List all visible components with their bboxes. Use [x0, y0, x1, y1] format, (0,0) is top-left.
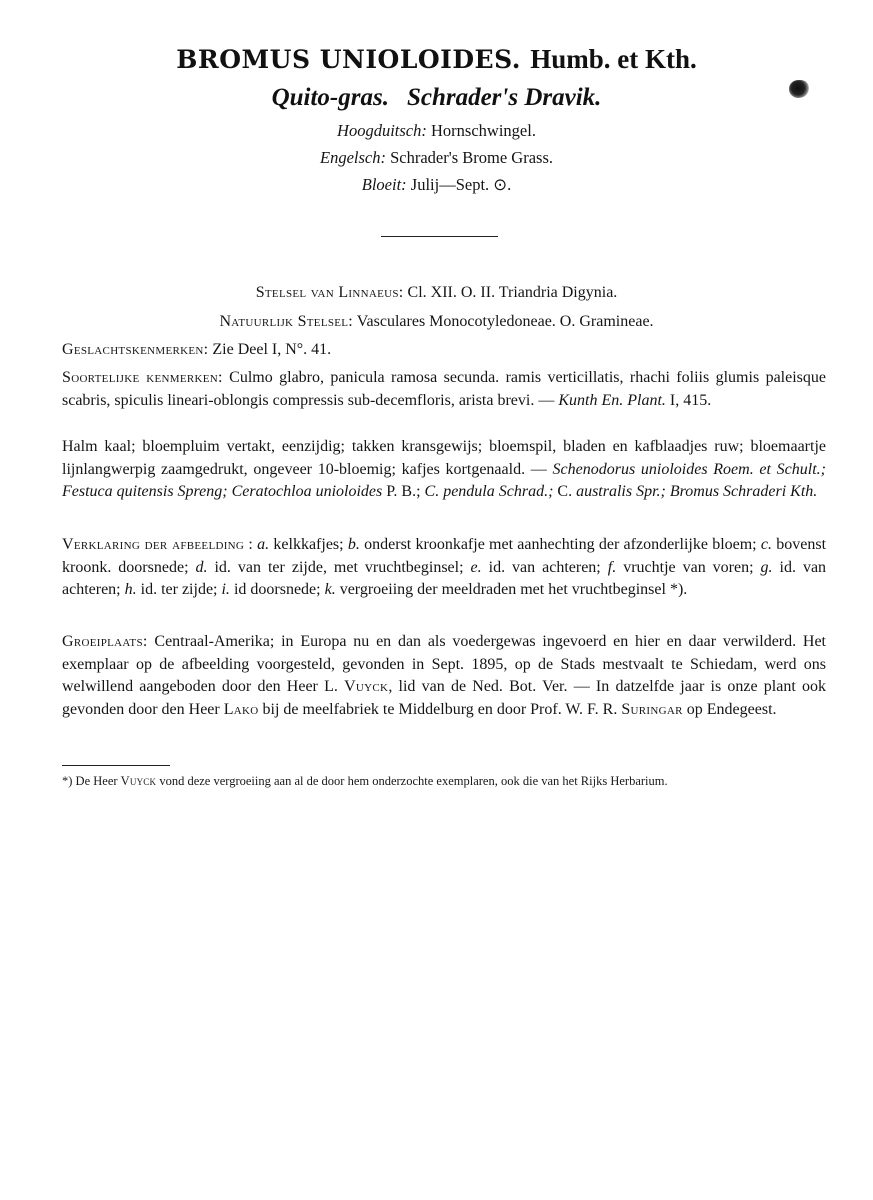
groeiplaats-text: bij de meelfabriek te Middelburg en door Prof. W. F. R. — [262, 700, 618, 718]
soortelijke-reference-page: I, 415. — [665, 391, 712, 409]
figure-letter: k. — [324, 581, 336, 598]
vernacular-name-2: Schrader's Dravik. — [406, 84, 602, 111]
engelsch-label: Engelsch: — [320, 148, 386, 167]
footnote-text: vond deze vergroeiing aan al de door hem onderzochte exemplaren, ook die van het Rijks Herbarium. — [159, 774, 668, 788]
figure-description: kelkkafjes; — [273, 536, 344, 553]
bloeit-value: Julij—Sept. ⊙. — [410, 175, 512, 194]
header-divider — [381, 236, 498, 237]
synonyms-part-3: australis Spr.; Bromus Schraderi Kth. — [576, 483, 818, 500]
species-title — [0, 44, 873, 75]
geslachtskenmerken-paragraph — [62, 339, 826, 362]
description-paragraph — [62, 436, 826, 504]
engelsch-value: Schrader's Brome Grass. — [390, 148, 553, 167]
figure-description: bovenst kroonk. doorsnede; — [62, 536, 827, 576]
engelsch-line — [0, 148, 873, 168]
figure-description: id. van achteren; — [62, 558, 827, 598]
hoogduitsch-line — [0, 121, 873, 141]
species-name: BROMUS UNIOLOIDES. — [176, 45, 521, 74]
synonyms-part-1: Schenodorus unioloides Roem. et Schult.; Festuca quitensis Spreng; Ceratochloa unioloides — [62, 460, 826, 500]
groeiplaats-label: Groeiplaats: — [62, 633, 148, 650]
groeiplaats-paragraph — [62, 631, 826, 721]
figure-letter: g. — [760, 558, 773, 576]
synonyms-part-2: C. pendula Schrad.; — [424, 483, 554, 500]
stelsel-linnaeus-line — [0, 284, 873, 302]
geslachtskenmerken-value: Zie Deel I, N°. 41. — [212, 341, 332, 358]
figure-letter: f. — [607, 558, 617, 576]
verklaring-paragraph: Verklaring der afbeelding : a. kelkkafjes; b. onderst kroonkafje met aanhechting der afzonderlijke bloem; c. bovenst kroonk. doorsnede; d. id. van ter zijde, met vruchtbeginsel; e. id. van achteren; f. vruchtje van voren; g. id. van achteren; h. id. ter zijde; i. id doorsnede; k. vergroeiing der meeldraden met het vruchtbeginsel *). — [62, 536, 827, 598]
figure-description: vergroeiing der meeldraden met het vruchtbeginsel *). — [339, 581, 688, 598]
stelsel-linnaeus-label: Stelsel van Linnaeus: — [255, 284, 404, 301]
person-name-lako: Lako — [223, 700, 259, 718]
soortelijke-reference: Kunth En. Plant. — [558, 391, 666, 409]
figure-letter: c. — [760, 536, 773, 553]
footnote — [62, 774, 832, 789]
figure-letter: h. — [124, 581, 137, 598]
footnote-person-name: Vuyck — [120, 774, 157, 788]
figure-description: onderst kroonkafje met aanhechting der afzonderlijke bloem; — [364, 536, 757, 553]
figure-description: id. ter zijde; — [140, 581, 218, 598]
figure-letter: e. — [470, 558, 482, 576]
footnote-marker: *) — [62, 774, 73, 788]
figure-description: id. van achteren; — [488, 558, 601, 576]
stelsel-natuurlijk-value: Vasculares Monocotyledoneae. O. Gramineae. — [356, 313, 654, 330]
vernacular-name-1: Quito-gras. — [271, 84, 389, 111]
figure-description: id doorsnede; — [233, 581, 321, 598]
synonyms-tail-2: C. — [553, 483, 577, 500]
person-name-suringar: Suringar — [621, 700, 683, 718]
species-authority: Humb. et Kth. — [530, 44, 697, 74]
figure-letter: b. — [347, 536, 360, 553]
figure-description: id. van ter zijde, met vruchtbeginsel; — [214, 558, 464, 576]
soortelijke-kenmerken-label: Soortelijke kenmerken: — [62, 369, 223, 386]
synonyms-tail-1: P. B.; — [382, 483, 425, 500]
figure-letter: i. — [221, 581, 230, 598]
stelsel-linnaeus-value: Cl. XII. O. II. Triandria Digynia. — [407, 284, 618, 301]
geslachtskenmerken-label: Geslachtskenmerken: — [62, 341, 209, 358]
soortelijke-kenmerken-paragraph — [62, 367, 826, 412]
hoogduitsch-label: Hoogduitsch: — [337, 121, 427, 140]
figure-description: vruchtje van voren; — [623, 558, 754, 576]
groeiplaats-text: , lid van de Ned. Bot. Ver. — In datzelfde jaar is onze plant ook gevonden door den Heer — [62, 678, 827, 718]
verklaring-label: Verklaring der afbeelding — [62, 536, 245, 553]
hoogduitsch-value: Hornschwingel. — [431, 121, 536, 140]
groeiplaats-text: Centraal-Amerika; in Europa nu en dan als voedergewas ingevoerd en hier en daar verwilderd. Het exemplaar op de afbeelding voorgesteld, gevonden in Sept. 1895, op de Stads mestvaalt te Schiedam, werd ons welwillend aangeboden door den Heer L. — [62, 633, 827, 695]
footnote-text: De Heer — [75, 774, 118, 788]
person-name-vuyck: Vuyck — [344, 678, 389, 695]
figure-letter: a. — [257, 536, 270, 553]
soortelijke-kenmerken-text: Culmo glabro, panicula ramosa secunda. ramis verticillatis, rhachi foliis glumis paleisque scabris, spiculis lineari-oblongis compressis sub-decemfloris, arista brevi. — — [62, 369, 826, 409]
description-text: Halm kaal; bloempluim vertakt, eenzijdig; takken kransgewijs; bloemspil, bladen en kafblaadjes ruw; bloemaartje lijnlangwerpig zaamgedrukt, ongeveer 10-bloemig; kafjes kortgenaald. — — [62, 438, 826, 478]
groeiplaats-text: op Endegeest. — [686, 700, 777, 718]
figure-letter: d. — [195, 558, 208, 576]
stelsel-natuurlijk-line — [0, 313, 873, 331]
stelsel-natuurlijk-label: Natuurlijk Stelsel: — [219, 313, 354, 330]
vernacular-names — [0, 84, 873, 112]
footnote-divider — [62, 765, 170, 766]
bloeit-label: Bloeit: — [361, 175, 407, 194]
bloeit-line — [0, 175, 873, 195]
